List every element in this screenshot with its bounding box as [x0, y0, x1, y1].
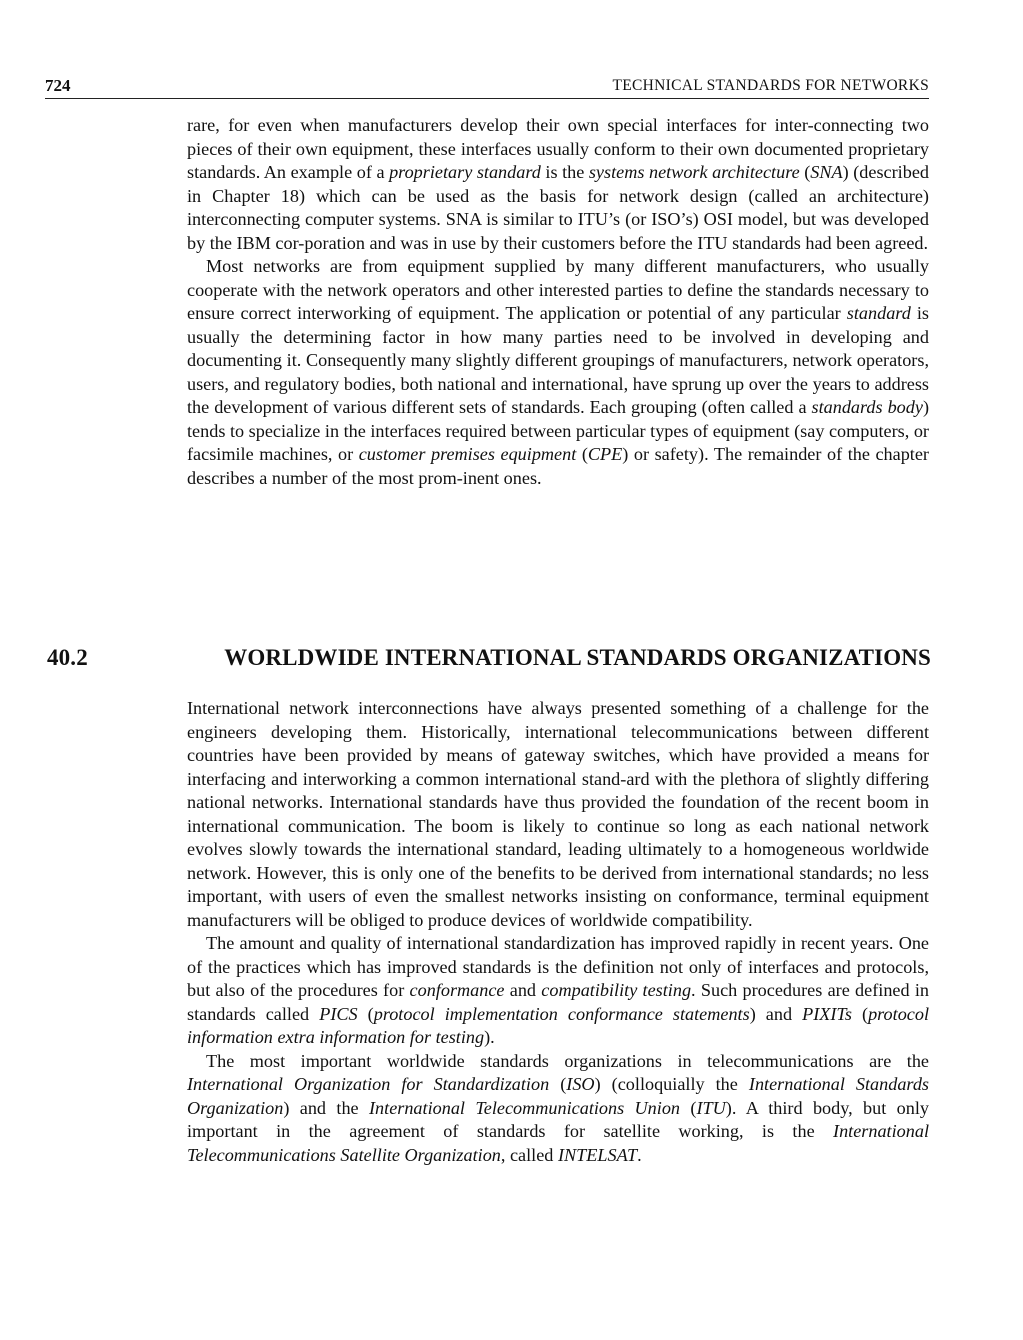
text-run: and: [504, 980, 542, 1000]
paragraph: [187, 1050, 929, 1168]
text-run: (: [357, 1003, 374, 1024]
text-run: . Such procedures are defined in standards called: [187, 980, 929, 1024]
section-number: 40.2: [47, 645, 88, 670]
text-run: .: [637, 1144, 642, 1165]
body-text-intro: [187, 114, 929, 490]
italic-term: ISO: [566, 1074, 595, 1094]
italic-term: compatibility testing: [541, 980, 692, 1000]
text-run: (: [851, 1003, 869, 1024]
italic-term: ITU: [696, 1097, 726, 1118]
text-run: is the: [540, 162, 589, 182]
text-run: ) tends to specialize in the interfaces required between particular types of equipment (say computers, or facsimile machines, or: [187, 397, 929, 464]
italic-term: customer premises equipment: [358, 444, 577, 464]
paragraph: [187, 255, 929, 490]
text-run: ) and the: [283, 1097, 369, 1118]
italic-term: PIXITs: [802, 1003, 852, 1024]
paragraph: [187, 697, 929, 932]
section-title: WORLDWIDE INTERNATIONAL STANDARDS ORGANIZATIONS: [224, 645, 931, 670]
italic-term: protocol implementation conformance statements: [373, 1003, 750, 1024]
italic-term: International Organization for Standardization: [187, 1074, 550, 1094]
page-header: [45, 76, 929, 99]
italic-term: CPE: [587, 444, 623, 464]
text-run: (: [680, 1097, 697, 1118]
text-run: Most networks are from equipment supplied by many different manufacturers, who usually cooperate with the network operators and other interested parties to define the standards necessary to ensure correct interworking of equipment. The application or potential of any particular: [187, 256, 929, 323]
italic-term: standard: [846, 303, 911, 323]
italic-term: proprietary standard: [389, 162, 541, 182]
italic-term: PICS: [319, 1003, 358, 1024]
running-head: TECHNICAL STANDARDS FOR NETWORKS: [612, 77, 929, 94]
text-run: rare, for even when manufacturers develop their own special interfaces for inter-connecting two pieces of their own equipment, these interfaces usually conform to their own documented proprietary standards. An example of a: [187, 115, 929, 182]
text-run: The most important worldwide standards organizations in telecommunications are the: [206, 1050, 929, 1071]
body-text-section: [187, 697, 929, 1167]
italic-term: International Telecommunications Satellite Organization: [187, 1121, 929, 1165]
text-run: (: [576, 444, 588, 464]
italic-term: INTELSAT: [557, 1144, 638, 1165]
text-run: (: [549, 1074, 567, 1094]
text-run: ) (described in Chapter 18) which can be used as the basis for network design (called an architecture) interconnecting computer systems. SNA is similar to ITU’s (or ISO’s) OSI model, but was developed by the IBM cor-poration and was in use by their customers before the ITU standards had been agreed.: [187, 162, 929, 253]
text-run: International network interconnections have always presented something of a challenge for the engineers developing them. Historically, international telecommunications between different countries have been provided by means of gateway switches, which have provided a means for interfacing and interworking a common international stand-ard with the plethora of slightly differing national networks. International standards have thus provided the foundation of the recent boom in international communication. The boom is likely to continue so long as each national network evolves slowly towards the international standard, leading ultimately to a homogeneous worldwide network. However, this is only one of the benefits to be derived from international standards; no less important, with users of even the smallest networks insisting on conformance, terminal equipment manufacturers will be obliged to produce devices of worldwide compatibility.: [187, 698, 929, 930]
section-heading: [47, 645, 931, 671]
text-run: ).: [484, 1027, 495, 1047]
text-run: The amount and quality of international standardization has improved rapidly in recent years. One of the practices which has improved standards is the definition not only of interfaces and protocols, but also of the procedures for: [187, 933, 929, 1000]
italic-term: International Standards Organization: [187, 1074, 929, 1118]
italic-term: SNA: [810, 162, 843, 182]
paragraph: [187, 114, 929, 255]
italic-term: protocol information extra information for testing: [187, 1003, 930, 1047]
paragraph: [187, 932, 929, 1050]
italic-term: standards body: [811, 397, 923, 417]
text-run: ) or safety). The remainder of the chapter describes a number of the most prom-inent ones.: [187, 444, 929, 488]
text-run: (: [799, 162, 811, 182]
text-run: ). A third body, but only important in the agreement of standards for satellite working, is the: [187, 1097, 929, 1141]
text-run: , called: [500, 1144, 558, 1165]
text-run: ) (colloquially the: [594, 1074, 749, 1094]
text-run: ) and: [749, 1003, 803, 1024]
italic-term: conformance: [409, 980, 505, 1000]
text-run: is usually the determining factor in how many parties need to be involved in developing and documenting it. Consequently many slightly different groupings of manufacturers, network operators, users, and regulatory bodies, both national and international, have sprung up over the years to address the development of various different sets of standards. Each grouping (often called a: [187, 303, 929, 417]
italic-term: International Telecommunications Union: [368, 1097, 681, 1118]
italic-term: systems network architecture: [588, 162, 800, 182]
page-number: 724: [45, 76, 71, 95]
